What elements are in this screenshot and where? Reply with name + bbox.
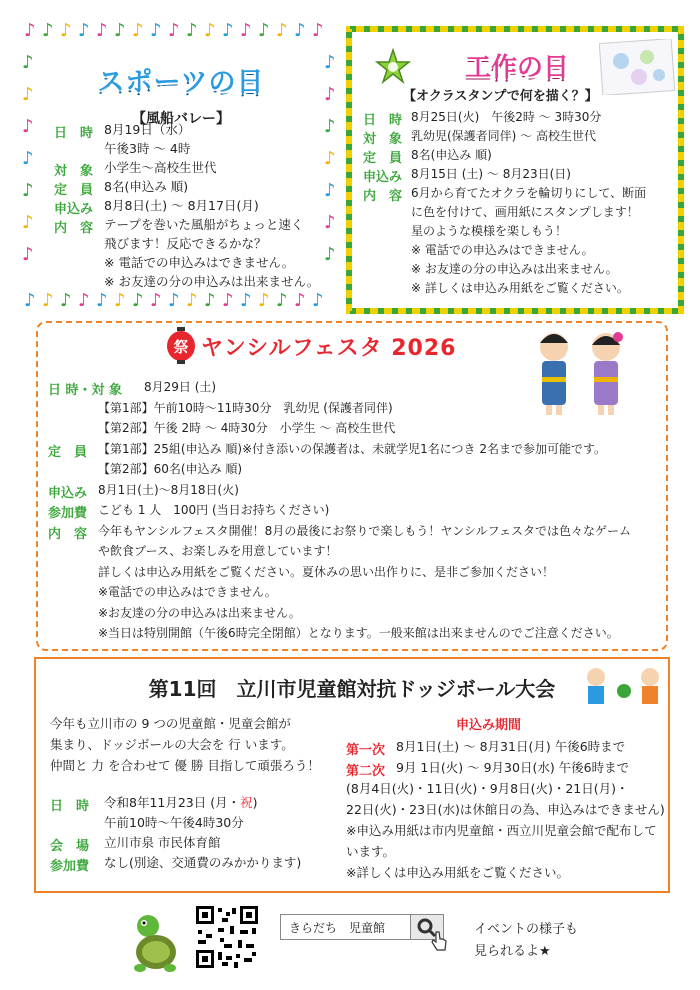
svg-text:♪: ♪ (276, 20, 288, 41)
svg-text:♪: ♪ (22, 84, 34, 105)
svg-text:♪: ♪ (150, 290, 162, 310)
svg-text:♪: ♪ (186, 290, 198, 310)
intro-line: 集まり、ドッジボールの大会を 行 います。 (50, 737, 294, 752)
detail-label: 申込み (54, 202, 94, 217)
svg-text:♪: ♪ (114, 20, 126, 41)
detail-label: 定 員 (363, 151, 403, 166)
svg-text:♪: ♪ (22, 180, 34, 201)
svg-text:♪: ♪ (324, 244, 336, 265)
svg-text:♪: ♪ (22, 212, 34, 233)
detail-value-text: なし(別途、交通費のみかかります) (104, 855, 302, 870)
detail-label: 日 時 (54, 126, 94, 141)
lantern-icon (166, 327, 196, 365)
detail-label: 日 時 (363, 113, 403, 128)
yukata-kids-illustration (522, 325, 642, 421)
detail-value-text: 【第1部】25組(申込み 順)※付き添いの保護者は、未就学児1名につき 2名まで参加可能です。 (98, 441, 607, 456)
detail-value-text: ※当日は特別開館（午後6時完全閉館）となります。一般来館は出来ませんのでご注意ください。 (98, 626, 619, 640)
svg-text:♪: ♪ (294, 290, 306, 310)
application-period-title: 申込み期間 (456, 718, 522, 733)
detail-value-text: 8月15日 (土) ～ 8月23日(日) (411, 167, 571, 181)
svg-text:♪: ♪ (222, 290, 234, 310)
svg-text:♪: ♪ (96, 20, 108, 41)
svg-text:♪: ♪ (204, 290, 216, 310)
holiday-mark: 祝 (240, 795, 253, 810)
detail-value-text: 22日(火)・23日(水)は休館日の為、申込みはできません) (346, 802, 665, 817)
detail-value (98, 398, 393, 418)
svg-text:♪: ♪ (42, 290, 54, 310)
detail-value-text: こども 1 人 100円 (当日お持ちください) (98, 503, 330, 517)
detail-value-text: 立川市泉 市民体育館 (104, 835, 221, 850)
detail-value (104, 272, 319, 292)
detail-value (98, 480, 239, 500)
detail-value (144, 377, 216, 397)
svg-text:♪: ♪ (312, 290, 324, 310)
craft-day-section (345, 25, 685, 315)
detail-value-text: 飛びます！反応できるかな？ (104, 236, 267, 251)
svg-text:♪: ♪ (186, 20, 198, 41)
detail-value (104, 158, 217, 178)
detail-value-text: 詳しくは申込み用紙をご覧ください。夏休みの思い出作りに、是非ご参加ください！ (98, 564, 555, 579)
detail-value (104, 793, 258, 813)
detail-value (104, 253, 294, 273)
detail-value-text: 8月19日（水） (104, 122, 191, 137)
detail-value (98, 521, 631, 541)
detail-value (346, 800, 665, 820)
svg-text:♪: ♪ (324, 180, 336, 201)
svg-text:♪: ♪ (222, 20, 234, 41)
detail-label: 参加費 (48, 506, 88, 521)
svg-text:♪: ♪ (22, 52, 34, 73)
detail-label: 第二次 (346, 764, 386, 779)
detail-label: 参加費 (50, 859, 90, 874)
detail-value (411, 221, 567, 241)
detail-value (98, 541, 337, 561)
detail-label: 申込み (363, 170, 403, 185)
search-input[interactable]: きらだち 児童館 (289, 921, 386, 935)
detail-value (98, 500, 329, 520)
detail-value (411, 259, 618, 279)
okra-stamp-paper-icon (599, 39, 675, 95)
detail-value-text: に色を付けて、画用紙にスタンプします！ (411, 205, 639, 219)
detail-label: 日 時・対 象 (48, 383, 123, 398)
svg-text:♪: ♪ (114, 290, 126, 310)
detail-label: 対 象 (363, 132, 403, 147)
detail-value (411, 107, 601, 127)
intro-line: 今年も立川市の 9 つの児童館・児童会館が (50, 716, 291, 731)
svg-text:♪: ♪ (240, 20, 252, 41)
detail-value (411, 202, 639, 222)
detail-value (104, 813, 244, 833)
svg-text:♪: ♪ (22, 244, 34, 265)
detail-value (98, 418, 395, 438)
svg-text:♪: ♪ (22, 148, 34, 169)
okra-flower-icon (373, 47, 413, 87)
svg-text:♪: ♪ (78, 290, 90, 310)
craft-subtitle: 【オクラスタンプで何を描く？】 (403, 89, 598, 104)
svg-text:♪: ♪ (312, 20, 324, 41)
detail-value (411, 126, 596, 146)
detail-value (346, 779, 629, 799)
detail-value (98, 562, 554, 582)
footer-caption-line2: 見られるよ★ (474, 944, 551, 959)
svg-text:♪: ♪ (78, 20, 90, 41)
craft-title: 工作の日 (465, 53, 570, 83)
detail-label: 内 容 (54, 221, 94, 236)
detail-value (104, 234, 267, 254)
detail-label: 日 時 (50, 799, 90, 814)
festa-section (36, 321, 668, 651)
detail-value-tail: ) (252, 795, 258, 810)
detail-value-text: 星のような模様を楽しもう！ (411, 224, 568, 238)
svg-text:♪: ♪ (276, 290, 288, 310)
detail-value-text: や飲食ブース、お楽しみを用意しています！ (98, 544, 338, 558)
svg-text:♪: ♪ (258, 290, 270, 310)
detail-value (98, 459, 242, 479)
detail-value (104, 833, 220, 853)
festa-title: ヤンシルフェスタ 2026 (201, 336, 457, 361)
intro-line: 仲間と 力 を合わせて 優 勝 目指して頑張ろう！ (50, 758, 320, 773)
detail-value (411, 240, 594, 260)
detail-value-text: 8月25日(火) 午後2時 ～ 3時30分 (411, 110, 602, 124)
svg-text:♪: ♪ (324, 116, 336, 137)
svg-text:♪: ♪ (24, 20, 36, 41)
detail-value-text: ※ 詳しくは申込み用紙をご覧ください。 (411, 281, 629, 295)
dodgeball-section (34, 657, 670, 893)
detail-label: 内 容 (363, 189, 403, 204)
detail-value-text: 8月1日(土)～8月18日(火) (98, 482, 239, 497)
svg-text:♪: ♪ (324, 52, 336, 73)
detail-value (104, 215, 303, 235)
detail-value-text: ※お友達の分の申込みは出来ません。 (98, 605, 301, 620)
detail-value-text: 8名(申込み 順) (411, 148, 492, 162)
detail-value (98, 623, 619, 643)
detail-value-text: 8月1日(土) ～ 8月31日(月) 午後6時まで (396, 739, 626, 754)
svg-text:♪: ♪ (96, 290, 108, 310)
svg-text:♪: ♪ (324, 84, 336, 105)
svg-text:♪: ♪ (132, 20, 144, 41)
detail-value-text: ※ お友達の分の申込みは出来ません。 (104, 274, 320, 289)
detail-value-text: 小学生～高校生世代 (104, 160, 217, 175)
detail-value (411, 164, 571, 184)
hand-cursor-icon (430, 930, 448, 952)
svg-text:♪: ♪ (294, 20, 306, 41)
footer-caption-line1: イベントの様子も (474, 922, 579, 937)
detail-value (104, 139, 190, 159)
svg-text:♪: ♪ (168, 20, 180, 41)
detail-value-text: 9月 1日(火) ～ 9月30日(水) 午後6時まで (396, 760, 630, 775)
detail-value-text: (8月4日(火)・11日(火)・9月8日(火)・21日(月)・ (346, 781, 629, 796)
detail-value (346, 821, 656, 841)
svg-text:♪: ♪ (324, 212, 336, 233)
detail-value-text: ※ 電話での申込みはできません。 (411, 243, 594, 257)
detail-value (104, 120, 190, 140)
detail-label: 定 員 (54, 183, 94, 198)
detail-value-text: 6月から育てたオクラを輪切りにして、断面 (411, 186, 647, 200)
svg-text:♪: ♪ (258, 20, 270, 41)
qr-code-icon[interactable] (194, 904, 260, 970)
detail-value (396, 737, 625, 757)
svg-text:♪: ♪ (60, 20, 72, 41)
detail-value-text: 今年もヤンシルフェスタ開催！8月の最後にお祭りで楽しもう！ヤンシルフェスタでは色々なゲーム (98, 523, 631, 538)
turtle-mascot-icon (126, 912, 184, 974)
detail-value-text: 【第1部】午前10時～11時30分 乳幼児 (保護者同伴) (98, 400, 393, 415)
detail-label: 内 容 (48, 526, 88, 542)
detail-value-text: 8名(申込み 順) (104, 179, 189, 194)
detail-value (104, 177, 188, 197)
svg-text:♪: ♪ (22, 116, 34, 137)
detail-value-text: 午前10時～午後4時30分 (104, 815, 244, 830)
detail-value-text: 令和8年11月23日 (月・ (104, 795, 241, 810)
detail-value (104, 196, 259, 216)
detail-value-text: ※ 電話での申込みはできません。 (104, 255, 295, 270)
lantern-badge-text: 祭 (173, 338, 189, 356)
detail-value-text: テープを巻いた風船がちょっと速く (104, 217, 304, 232)
detail-value (98, 603, 301, 623)
detail-value (98, 439, 606, 459)
detail-value-text: 午後3時 ～ 4時 (104, 141, 191, 156)
detail-value-text: ※申込み用紙は市内児童館・西立川児童会館で配布して (346, 823, 657, 838)
detail-label: 第一次 (346, 743, 386, 758)
detail-value-text: ※電話での申込みはできません。 (98, 585, 277, 599)
svg-text:♪: ♪ (132, 290, 144, 310)
detail-value (98, 582, 277, 602)
sports-subtitle: 【風船バレー】 (132, 111, 230, 127)
svg-text:♪: ♪ (60, 290, 72, 310)
svg-text:♪: ♪ (324, 148, 336, 169)
svg-text:♪: ♪ (42, 20, 54, 41)
svg-text:♪: ♪ (240, 290, 252, 310)
detail-value (346, 863, 569, 883)
detail-value-text: 乳幼児(保護者同伴) ～ 高校生世代 (411, 129, 596, 143)
svg-text:♪: ♪ (150, 20, 162, 41)
detail-value (346, 842, 395, 862)
detail-label: 申込み (48, 485, 88, 501)
dodgeball-players-illustration (580, 663, 666, 715)
svg-text:♪: ♪ (24, 290, 36, 310)
detail-label: 定 員 (48, 444, 88, 460)
detail-value (411, 183, 646, 203)
detail-value (396, 758, 629, 778)
sports-title: スポーツの日 (97, 67, 265, 98)
detail-value-text: ※詳しくは申込み用紙をご覧ください。 (346, 865, 569, 880)
detail-value (104, 853, 301, 873)
detail-value-text: 【第2部】60名(申込み 順) (98, 462, 243, 476)
detail-value-text: 8月8日(土) ～ 8月17日(月) (104, 198, 259, 213)
detail-value-text: います。 (346, 844, 396, 859)
detail-label: 対 象 (54, 164, 94, 179)
detail-value-text: 【第2部】午後 2時 ～ 4時30分 小学生 ～ 高校生世代 (98, 421, 396, 435)
detail-label: 会 場 (50, 839, 90, 854)
svg-text:♪: ♪ (168, 290, 180, 310)
detail-value-text: ※ お友達の分の申込みは出来ません。 (411, 262, 618, 276)
detail-value (411, 145, 492, 165)
detail-value-text: 8月29日 (土) (144, 380, 217, 394)
svg-text:♪: ♪ (204, 20, 216, 41)
detail-value (411, 278, 629, 298)
sports-day-section (20, 18, 342, 310)
dodgeball-title: 第11回 立川市児童館対抗ドッジボール大会 (148, 677, 556, 701)
